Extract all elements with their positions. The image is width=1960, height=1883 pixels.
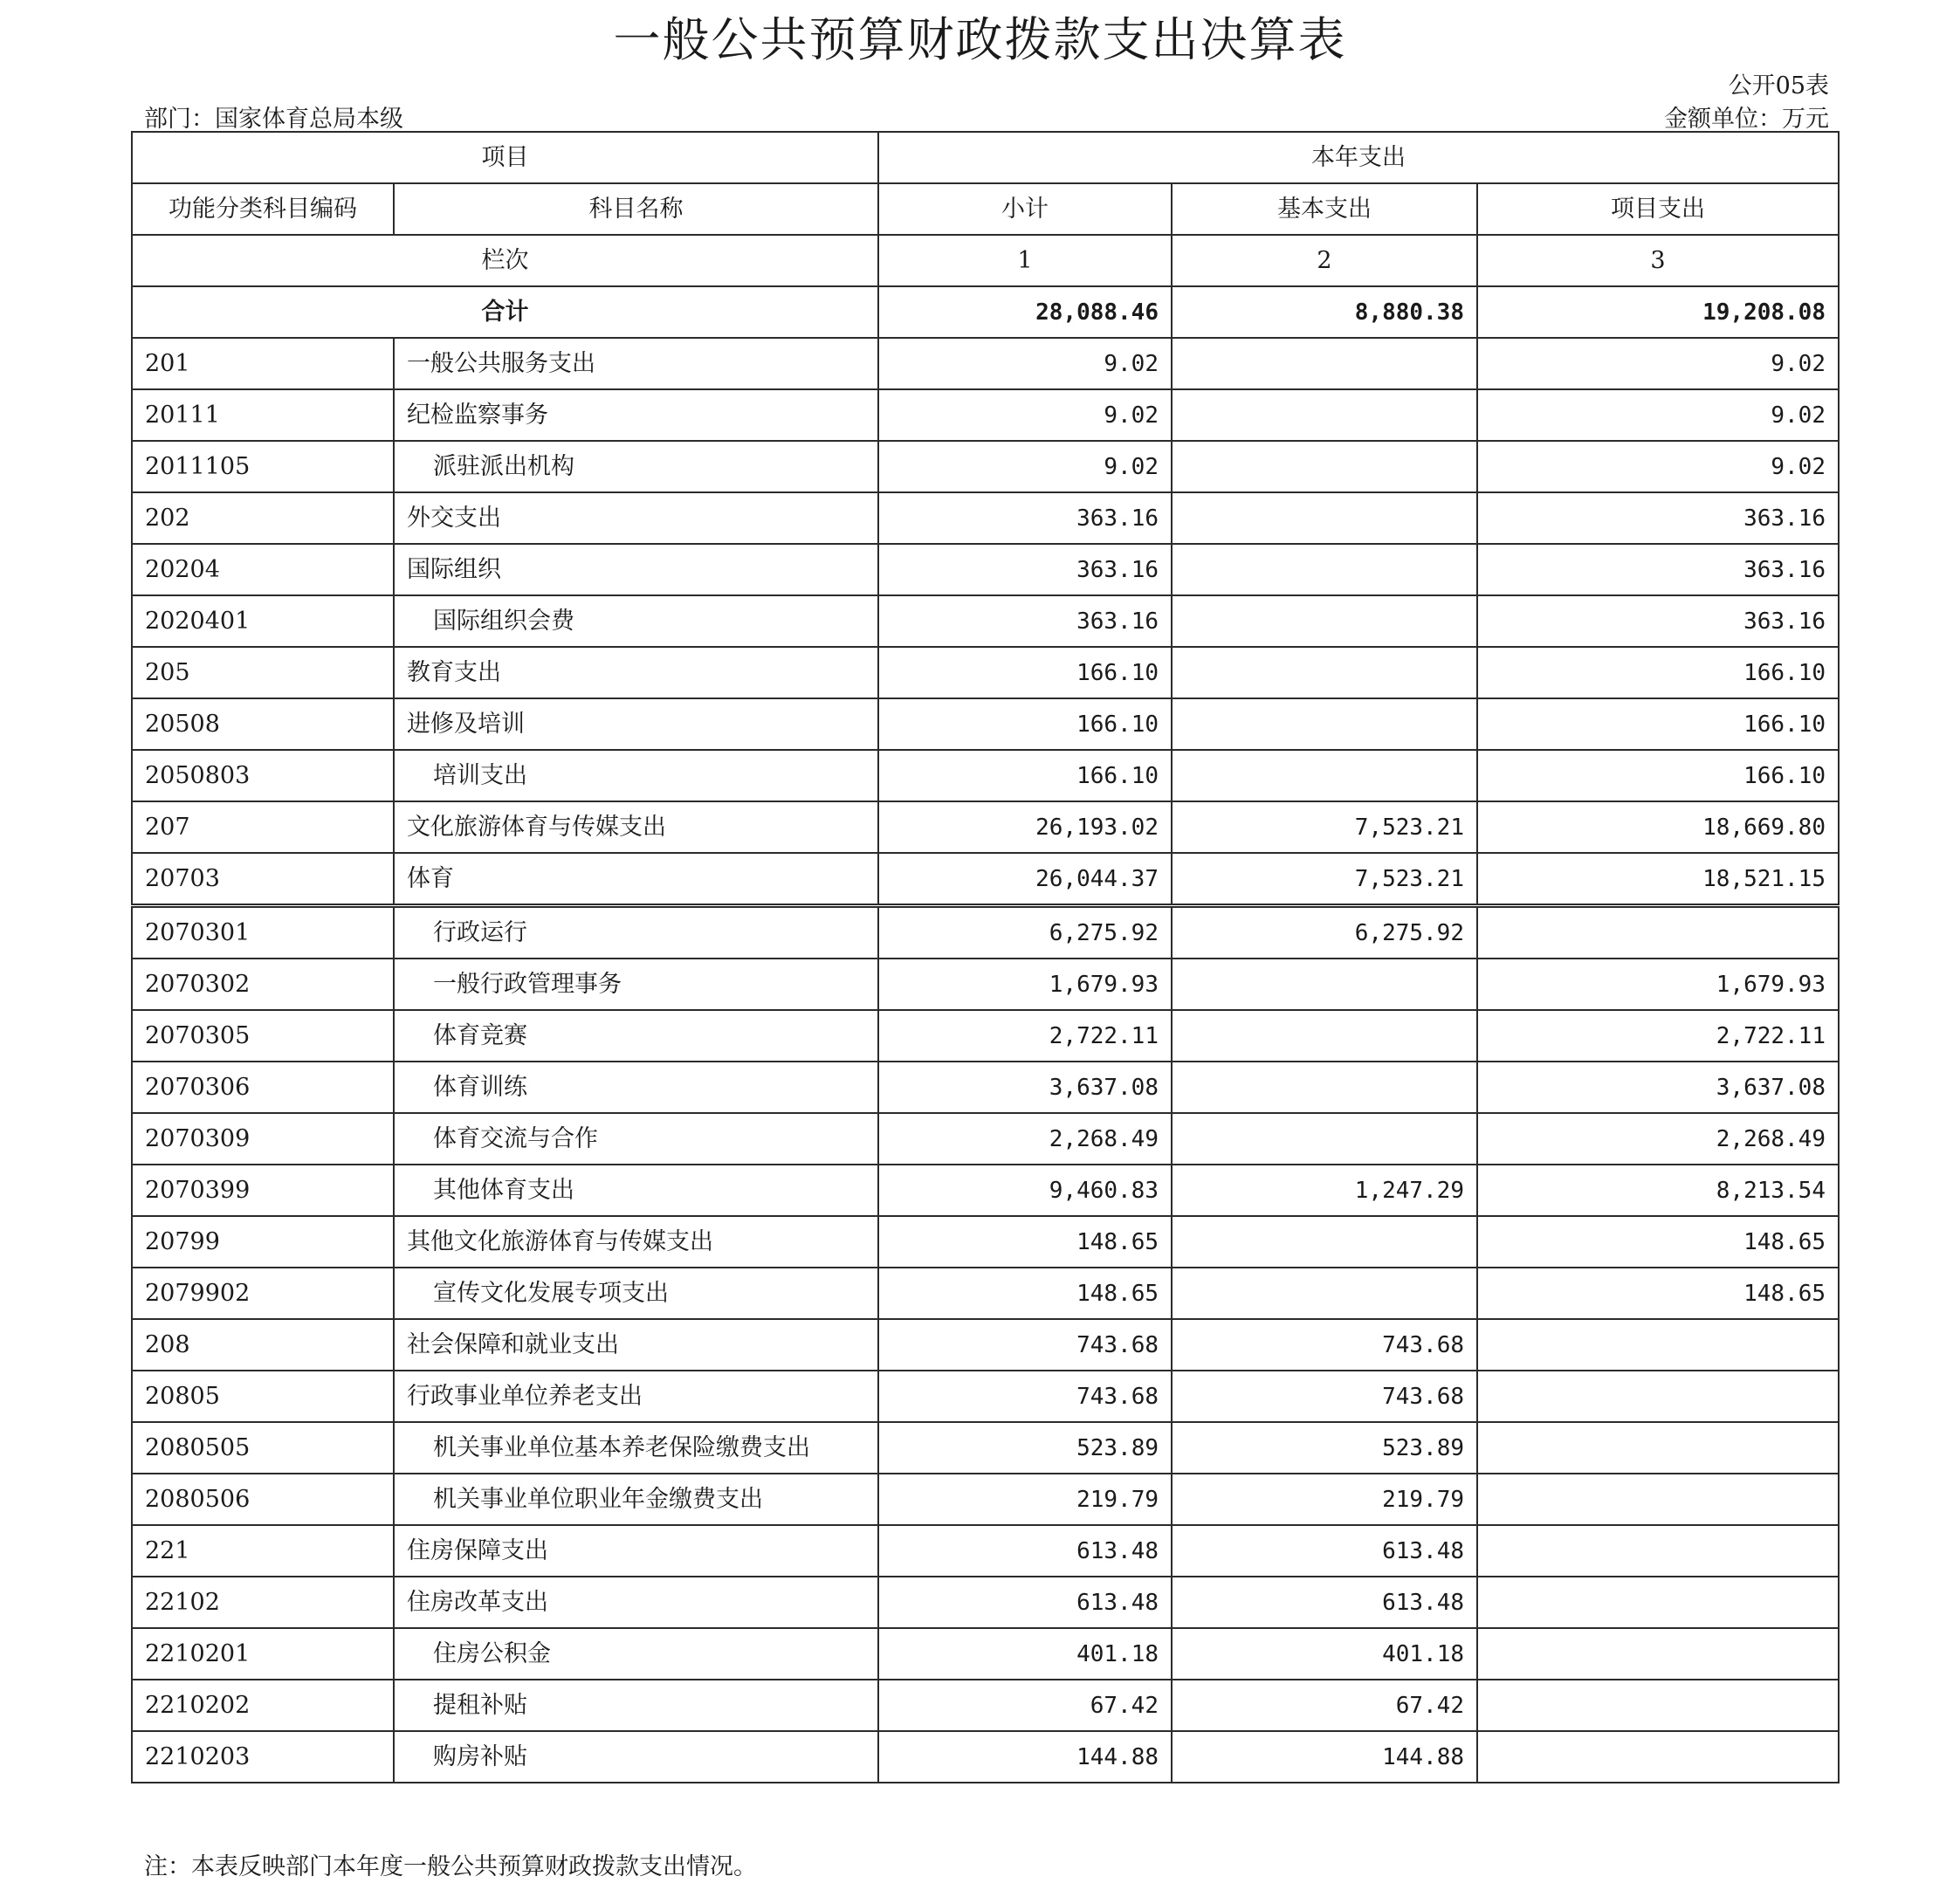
row-project	[1477, 1422, 1839, 1474]
row-name: 社会保障和就业支出	[394, 1319, 878, 1371]
row-project	[1477, 1628, 1839, 1680]
table-row	[132, 1371, 1839, 1422]
row-subtotal: 144.88	[878, 1731, 1172, 1783]
row-subtotal: 613.48	[878, 1577, 1172, 1628]
row-name: 外交支出	[394, 492, 878, 544]
row-name: 培训支出	[394, 750, 878, 801]
table-row	[132, 338, 1839, 389]
header-column-label: 栏次	[132, 235, 878, 286]
row-basic	[1172, 1268, 1477, 1319]
header-project: 项目	[132, 132, 878, 183]
row-project: 166.10	[1477, 647, 1839, 698]
row-subtotal: 148.65	[878, 1216, 1172, 1268]
table-row	[132, 1474, 1839, 1525]
row-project: 1,679.93	[1477, 959, 1839, 1010]
row-subtotal: 401.18	[878, 1628, 1172, 1680]
row-name: 体育交流与合作	[394, 1113, 878, 1165]
row-name: 其他体育支出	[394, 1165, 878, 1216]
row-basic	[1172, 389, 1477, 441]
row-basic	[1172, 441, 1477, 492]
row-project: 3,637.08	[1477, 1062, 1839, 1113]
row-subtotal: 9.02	[878, 338, 1172, 389]
row-name: 住房改革支出	[394, 1577, 878, 1628]
row-basic: 67.42	[1172, 1680, 1477, 1731]
table-number: 公开05表	[1728, 72, 1829, 100]
table-row	[132, 1577, 1839, 1628]
row-basic	[1172, 647, 1477, 698]
row-basic	[1172, 959, 1477, 1010]
table-row	[132, 544, 1839, 595]
row-code: 207	[132, 801, 394, 853]
row-name: 机关事业单位职业年金缴费支出	[394, 1474, 878, 1525]
row-basic	[1172, 338, 1477, 389]
row-name: 购房补贴	[394, 1731, 878, 1783]
row-project: 166.10	[1477, 750, 1839, 801]
row-subtotal: 9.02	[878, 441, 1172, 492]
total-basic: 8,880.38	[1172, 286, 1477, 338]
table-row	[132, 801, 1839, 853]
row-basic	[1172, 698, 1477, 750]
table-row	[132, 595, 1839, 647]
table-row	[132, 492, 1839, 544]
row-subtotal: 1,679.93	[878, 959, 1172, 1010]
row-project: 9.02	[1477, 389, 1839, 441]
table-row	[132, 1113, 1839, 1165]
footnote: 注：本表反映部门本年度一般公共预算财政拨款支出情况。	[144, 1853, 757, 1880]
row-name: 国际组织会费	[394, 595, 878, 647]
row-code: 22102	[132, 1577, 394, 1628]
row-code: 221	[132, 1525, 394, 1577]
row-project: 2,268.49	[1477, 1113, 1839, 1165]
row-code: 2210203	[132, 1731, 394, 1783]
row-project: 148.65	[1477, 1268, 1839, 1319]
row-subtotal: 523.89	[878, 1422, 1172, 1474]
header-current-year: 本年支出	[878, 132, 1839, 183]
row-subtotal: 2,722.11	[878, 1010, 1172, 1062]
row-name: 一般行政管理事务	[394, 959, 878, 1010]
row-basic: 613.48	[1172, 1577, 1477, 1628]
row-code: 2210202	[132, 1680, 394, 1731]
row-subtotal: 219.79	[878, 1474, 1172, 1525]
budget-table	[131, 131, 1840, 1783]
header-basic: 基本支出	[1172, 183, 1477, 235]
row-code: 2080506	[132, 1474, 394, 1525]
row-code: 20508	[132, 698, 394, 750]
row-subtotal: 26,044.37	[878, 853, 1172, 906]
row-name: 体育	[394, 853, 878, 906]
header-name: 科目名称	[394, 183, 878, 235]
row-project: 8,213.54	[1477, 1165, 1839, 1216]
row-project: 9.02	[1477, 338, 1839, 389]
row-basic: 7,523.21	[1172, 853, 1477, 906]
total-project: 19,208.08	[1477, 286, 1839, 338]
header-code: 功能分类科目编码	[132, 183, 394, 235]
unit-label: 金额单位：万元	[1664, 106, 1829, 133]
row-project	[1477, 1577, 1839, 1628]
row-basic: 144.88	[1172, 1731, 1477, 1783]
row-name: 教育支出	[394, 647, 878, 698]
row-basic: 743.68	[1172, 1319, 1477, 1371]
header-project-expense: 项目支出	[1477, 183, 1839, 235]
row-code: 2210201	[132, 1628, 394, 1680]
row-code: 2070301	[132, 906, 394, 959]
header-subtotal: 小计	[878, 183, 1172, 235]
row-name: 住房保障支出	[394, 1525, 878, 1577]
row-subtotal: 743.68	[878, 1371, 1172, 1422]
row-project: 363.16	[1477, 595, 1839, 647]
table-row	[132, 1319, 1839, 1371]
row-name: 纪检监察事务	[394, 389, 878, 441]
row-basic: 6,275.92	[1172, 906, 1477, 959]
table-row	[132, 647, 1839, 698]
row-basic	[1172, 1216, 1477, 1268]
row-code: 2070305	[132, 1010, 394, 1062]
header-col1: 1	[878, 235, 1172, 286]
table-row	[132, 698, 1839, 750]
row-basic: 7,523.21	[1172, 801, 1477, 853]
row-subtotal: 6,275.92	[878, 906, 1172, 959]
total-row	[132, 286, 1839, 338]
row-subtotal: 743.68	[878, 1319, 1172, 1371]
row-code: 2079902	[132, 1268, 394, 1319]
row-name: 其他文化旅游体育与传媒支出	[394, 1216, 878, 1268]
row-code: 2050803	[132, 750, 394, 801]
row-name: 体育训练	[394, 1062, 878, 1113]
row-project: 9.02	[1477, 441, 1839, 492]
row-name: 行政事业单位养老支出	[394, 1371, 878, 1422]
row-project	[1477, 1319, 1839, 1371]
row-code: 2080505	[132, 1422, 394, 1474]
row-project	[1477, 906, 1839, 959]
table-row	[132, 750, 1839, 801]
row-name: 宣传文化发展专项支出	[394, 1268, 878, 1319]
row-subtotal: 2,268.49	[878, 1113, 1172, 1165]
row-basic	[1172, 1113, 1477, 1165]
row-subtotal: 363.16	[878, 544, 1172, 595]
table-row	[132, 1216, 1839, 1268]
row-subtotal: 3,637.08	[878, 1062, 1172, 1113]
department-label: 部门：国家体育总局本级	[144, 106, 403, 133]
row-code: 2020401	[132, 595, 394, 647]
table-row	[132, 1628, 1839, 1680]
row-basic	[1172, 1010, 1477, 1062]
row-code: 2070399	[132, 1165, 394, 1216]
row-name: 住房公积金	[394, 1628, 878, 1680]
row-code: 20111	[132, 389, 394, 441]
row-name: 体育竞赛	[394, 1010, 878, 1062]
row-basic	[1172, 750, 1477, 801]
row-code: 20799	[132, 1216, 394, 1268]
row-subtotal: 166.10	[878, 647, 1172, 698]
header-col3: 3	[1477, 235, 1839, 286]
table-row	[132, 1731, 1839, 1783]
table-row	[132, 441, 1839, 492]
table-row	[132, 1010, 1839, 1062]
total-subtotal: 28,088.46	[878, 286, 1172, 338]
row-project	[1477, 1371, 1839, 1422]
row-name: 行政运行	[394, 906, 878, 959]
row-project: 363.16	[1477, 544, 1839, 595]
row-subtotal: 613.48	[878, 1525, 1172, 1577]
table-row	[132, 1680, 1839, 1731]
row-basic	[1172, 595, 1477, 647]
table-row	[132, 389, 1839, 441]
row-code: 202	[132, 492, 394, 544]
row-project	[1477, 1525, 1839, 1577]
table-row	[132, 906, 1839, 959]
page-title: 一般公共预算财政拨款支出决算表	[613, 12, 1347, 67]
row-code: 205	[132, 647, 394, 698]
row-basic	[1172, 492, 1477, 544]
row-project: 166.10	[1477, 698, 1839, 750]
row-basic: 523.89	[1172, 1422, 1477, 1474]
row-name: 文化旅游体育与传媒支出	[394, 801, 878, 853]
row-project	[1477, 1474, 1839, 1525]
row-name: 提租补贴	[394, 1680, 878, 1731]
row-code: 2070309	[132, 1113, 394, 1165]
row-name: 机关事业单位基本养老保险缴费支出	[394, 1422, 878, 1474]
table-row	[132, 1062, 1839, 1113]
header-col2: 2	[1172, 235, 1477, 286]
row-code: 20703	[132, 853, 394, 906]
row-subtotal: 67.42	[878, 1680, 1172, 1731]
row-subtotal: 166.10	[878, 698, 1172, 750]
row-project: 2,722.11	[1477, 1010, 1839, 1062]
table-row	[132, 1525, 1839, 1577]
row-name: 国际组织	[394, 544, 878, 595]
row-code: 20204	[132, 544, 394, 595]
row-project: 18,521.15	[1477, 853, 1839, 906]
row-basic	[1172, 1062, 1477, 1113]
row-basic: 613.48	[1172, 1525, 1477, 1577]
row-code: 2070302	[132, 959, 394, 1010]
row-code: 2011105	[132, 441, 394, 492]
row-basic: 1,247.29	[1172, 1165, 1477, 1216]
total-label: 合计	[132, 286, 878, 338]
row-basic: 401.18	[1172, 1628, 1477, 1680]
row-project	[1477, 1680, 1839, 1731]
row-basic: 219.79	[1172, 1474, 1477, 1525]
row-subtotal: 148.65	[878, 1268, 1172, 1319]
table-row	[132, 959, 1839, 1010]
row-code: 20805	[132, 1371, 394, 1422]
row-subtotal: 166.10	[878, 750, 1172, 801]
row-code: 208	[132, 1319, 394, 1371]
row-basic	[1172, 544, 1477, 595]
row-project: 363.16	[1477, 492, 1839, 544]
table-row	[132, 1165, 1839, 1216]
row-name: 一般公共服务支出	[394, 338, 878, 389]
row-subtotal: 26,193.02	[878, 801, 1172, 853]
row-subtotal: 363.16	[878, 492, 1172, 544]
table-row	[132, 853, 1839, 906]
row-basic: 743.68	[1172, 1371, 1477, 1422]
row-name: 派驻派出机构	[394, 441, 878, 492]
row-code: 2070306	[132, 1062, 394, 1113]
table-row	[132, 1268, 1839, 1319]
row-subtotal: 9.02	[878, 389, 1172, 441]
row-project: 18,669.80	[1477, 801, 1839, 853]
table-row	[132, 1422, 1839, 1474]
row-subtotal: 9,460.83	[878, 1165, 1172, 1216]
row-project	[1477, 1731, 1839, 1783]
row-subtotal: 363.16	[878, 595, 1172, 647]
row-code: 201	[132, 338, 394, 389]
row-name: 进修及培训	[394, 698, 878, 750]
row-project: 148.65	[1477, 1216, 1839, 1268]
